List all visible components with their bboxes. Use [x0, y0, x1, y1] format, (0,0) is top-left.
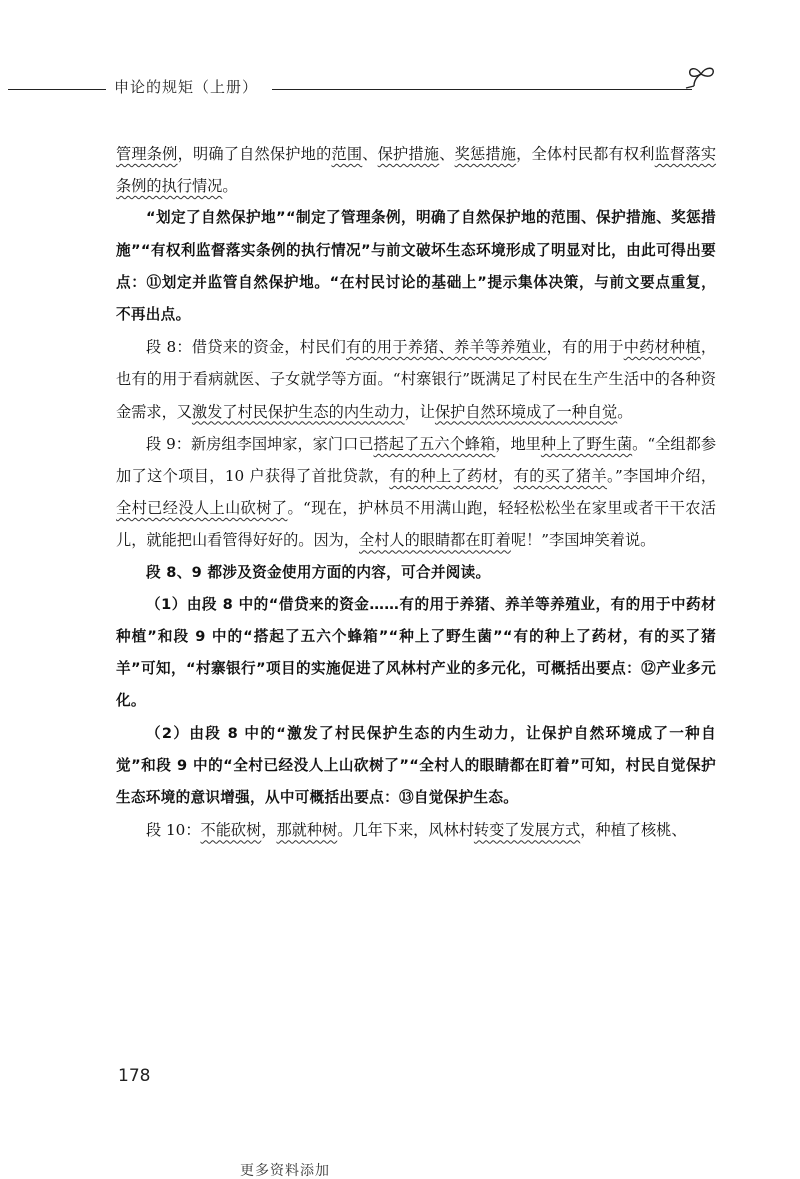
text-run: 段 9：新房组李国坤家，家门口已: [146, 434, 374, 453]
text-run: 。几年下来，风林村: [337, 821, 474, 840]
text-run: “划定了自然保护地”“制定了管理条例，明确了自然保护地的范围、保护措施、奖惩措施”“有权利监督落实条例的执行情况”与前文破坏生态环境形成了明显对比，由此可得出要点：⑪划定并监管自然保护地。“在村民讨论的基础上”提示集体决策，与前文要点重复，不再出点。: [116, 209, 716, 324]
text-run: 。“现在，护林员不用满山跑，轻轻松松坐在家里或者干干农活儿，就能把山看管得好好的。因为，: [116, 499, 716, 550]
text-run: 段 10：: [146, 821, 201, 840]
book-title: 申论的规矩（上册）: [114, 78, 259, 96]
text-run: 、: [362, 145, 378, 163]
text-run: ，有的用于: [546, 338, 624, 357]
text-run: ，全体村民都有权利: [516, 145, 655, 163]
footer-fragment: [240, 1156, 480, 1179]
text-run: ，: [498, 467, 514, 486]
text-run: （1）由段 8 中的“借贷来的资金……有的用于养猪、养羊等养殖业，有的用于中药材种植”和段 9 中的“搭起了五六个蜂箱”“种上了野生菌”“有的种上了药材，有的买了猪羊”可知，“村寨银行”项目的实施促进了风林村产业的多元化，可概括出要点：⑫产业多元化。: [116, 595, 716, 710]
page-body: [116, 138, 716, 846]
underlined-phrase: 搭起了五六个蜂箱: [373, 434, 496, 453]
underlined-phrase: 激发了村民保护生态的内生动力: [191, 402, 405, 421]
header-rule-left: [8, 89, 106, 90]
sprout-icon: [684, 62, 718, 92]
underlined-phrase: 管理条例: [116, 145, 178, 163]
underlined-phrase: 监督落实条例的执行情况: [116, 145, 717, 196]
text-run: ，明确了自然保护地的: [177, 145, 332, 163]
underlined-phrase: 全村已经没人上山砍树了: [116, 499, 288, 518]
text-run: ，也有的用于看病就医、子女就学等方面。“村寨银行”既满足了村民在生产生活中的各种资金需求，又: [116, 338, 717, 421]
underlined-phrase: 不能砍树: [200, 821, 262, 840]
underlined-phrase: 保护措施: [377, 145, 440, 163]
paragraph: [116, 428, 716, 557]
text-run: 段 8：借贷来的资金，村民们: [146, 338, 347, 357]
underlined-phrase: 全村人的眼睛都在盯着: [359, 531, 511, 550]
text-run: 、: [439, 145, 455, 163]
text-run: ，地里: [495, 434, 541, 453]
text-run: 。”李国坤介绍，: [607, 467, 717, 486]
paragraph: [116, 557, 716, 589]
text-run: 呢！”李国坤笑着说。: [510, 531, 656, 550]
text-run: ，: [261, 821, 277, 840]
underlined-phrase: 那就种树: [276, 821, 338, 840]
underlined-phrase: 中药材种植: [623, 338, 701, 357]
paragraph: [116, 589, 716, 718]
text-run: ，让: [404, 402, 435, 421]
running-header: [0, 74, 800, 104]
underlined-phrase: 保护自然环境成了一种自觉: [434, 402, 618, 421]
underlined-phrase: 奖惩措施: [454, 145, 517, 163]
underlined-phrase: 种上了野生菌: [540, 434, 633, 453]
paragraph: [116, 202, 716, 331]
underlined-phrase: 有的买了猪羊: [513, 467, 608, 486]
header-rule-right: [272, 89, 692, 90]
underlined-phrase: 有的种上了药材: [389, 467, 499, 486]
footer-text: 更多资料添加: [240, 1163, 330, 1179]
underlined-phrase: 有的用于养猪、养羊等养殖业: [346, 338, 547, 357]
text-run: ，种植了核桃、: [580, 821, 687, 840]
text-run: 。: [222, 177, 238, 196]
text-run: 。: [617, 402, 633, 421]
paragraph: [116, 814, 716, 846]
paragraph: [116, 138, 716, 202]
page-number: 178: [118, 1066, 151, 1086]
paragraph: [116, 331, 716, 428]
text-run: （2）由段 8 中的“激发了村民保护生态的内生动力，让保护自然环境成了一种自觉”和段 9 中的“全村已经没人上山砍树了”“全村人的眼睛都在盯着”可知，村民自觉保护生态环境的意识增强，从中可概括出要点：⑬自觉保护生态。: [116, 724, 716, 807]
text-run: 。“全组都参加了这个项目，10 户获得了首批贷款，: [116, 434, 717, 486]
underlined-phrase: 范围: [331, 145, 363, 163]
text-run: 段 8、9 都涉及资金使用方面的内容，可合并阅读。: [146, 563, 491, 581]
underlined-phrase: 转变了发展方式: [473, 821, 581, 840]
paragraph: [116, 718, 716, 815]
